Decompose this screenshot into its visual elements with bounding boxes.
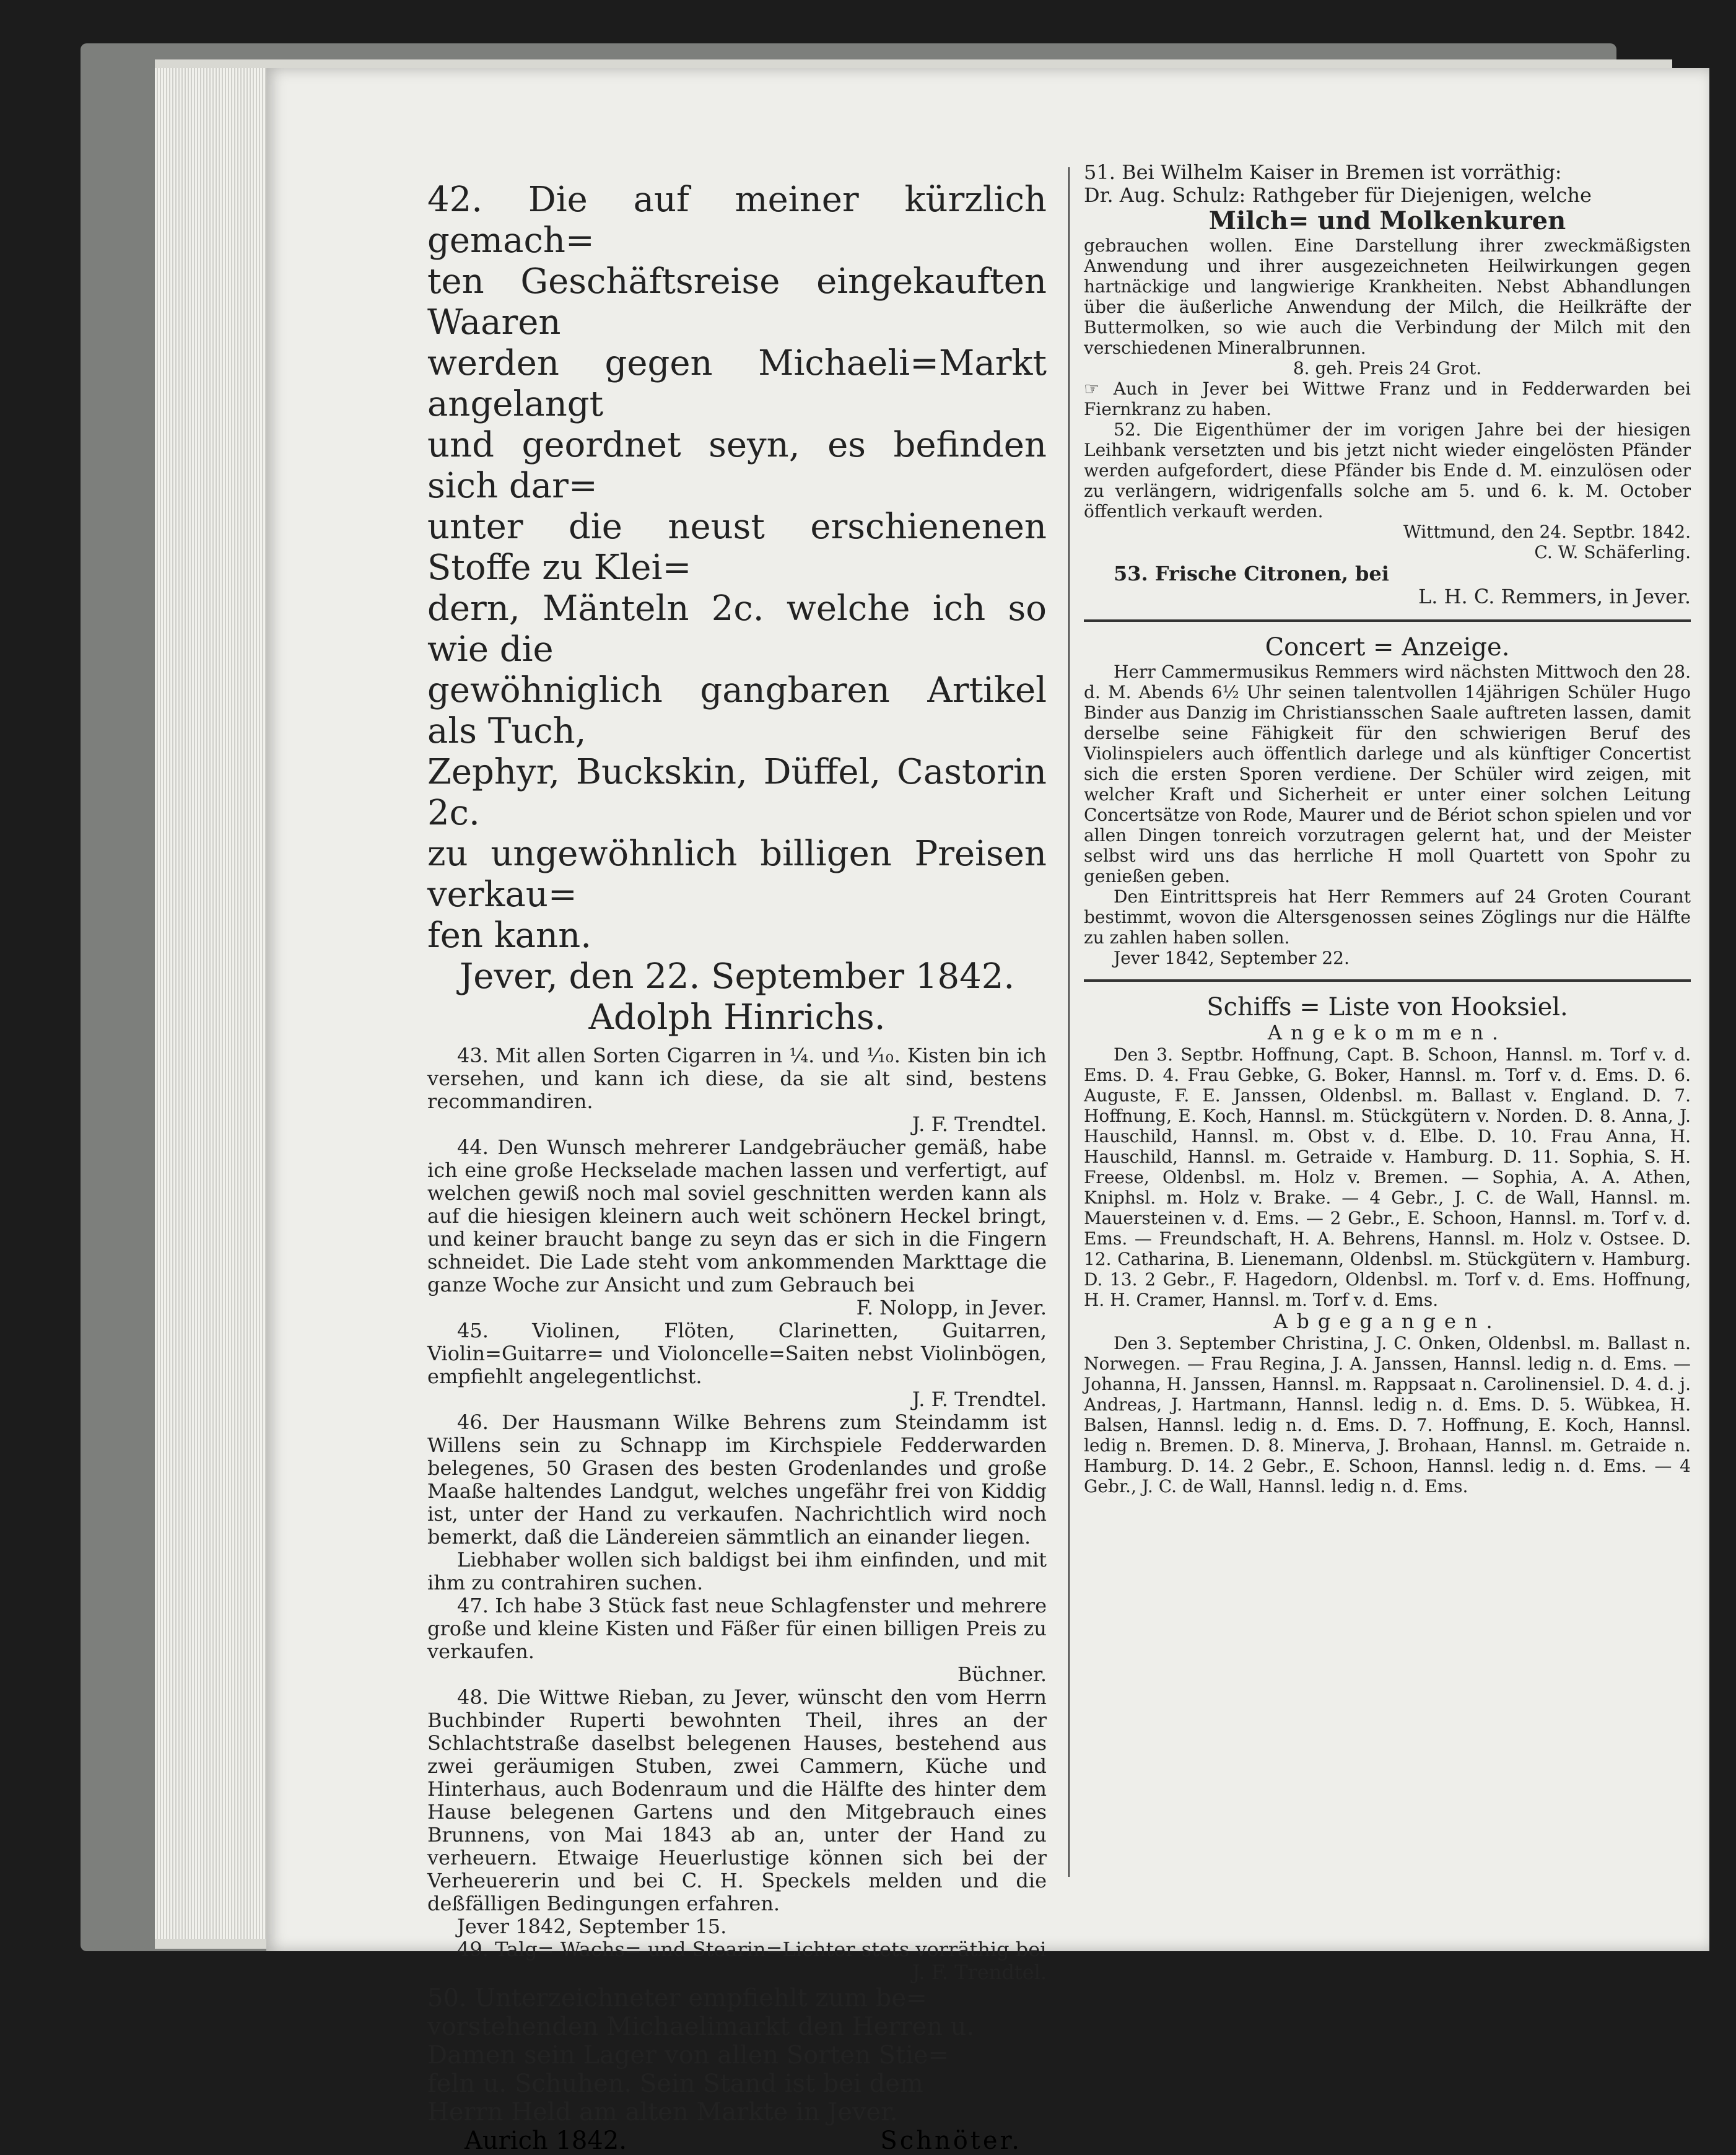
ad-46-note: Liebhaber wollen sich baldigst bei ihm einfinden, und mit ihm zu contrahiren suchen.	[427, 1548, 1047, 1594]
ad52-signature: C. W. Schäferling.	[1534, 542, 1691, 562]
ad50-line: Damen sein Lager von allen Sorten Stie=	[427, 2041, 949, 2070]
arrived-list: Den 3. Septbr. Hoffnung, Capt. B. Schoon, Hannsl. m. Torf v. d. Ems. D. 4. Frau Gebke, G. Boker, Hannsl. m. Torf v. d. Ems. D. 6. Auguste, F. E. Janssen, Oldenbsl. m. Ballast v. England. D. 7. Hoffnung, E. Koch, Hannsl. m. Stückgütern v. Norden. D. 8. Anna, J. Hauschild, Hannsl. m. Obst v. d. Elbe. D. 10. Frau Anna, H. Hauschild, Hannsl. m. Getraide v. Hamburg. D. 11. Sophia, S. H. Freese, Oldenbsl. m. Holz v. Bremen. — Sophia, A. A. Athen, Kniphsl. m. Holz v. Brake. — 4 Gebr., J. C. de Wall, Hannsl. m. Mauersteinen v. d. Ems. — 2 Gebr., E. Schoon, Hannsl. m. Torf v. d. Ems. — Freundschaft, H. A. Behrens, Hannsl. m. Holz v. Ostsee. D. 12. Catharina, B. Lienemann, Oldenbsl. m. Stückgütern v. Hamburg. D. 13. 2 Gebr., F. Hagedorn, Oldenbsl. m. Torf v. d. Ems. Hoffnung, H. H. Cramer, Hannsl. m. Torf v. d. Ems.	[1084, 1044, 1691, 1310]
right-column	[1084, 161, 1691, 1497]
ad42-line: gewöhniglich gangbaren Artikel als Tuch,	[427, 670, 1047, 751]
ad-46: 46. Der Hausmann Wilke Behrens zum Steindamm ist Willens sein zu Schnapp im Kirchspiele Fedderwarden belegenes, 50 Grasen des besten Grodenlandes und große Maaße haltendes Landgut, welches ungefähr frei von Kiddig ist, unter der Hand zu verkaufen. Nachrichtlich wird noch bemerkt, daß die Ländereien sämmtlich an einander liegen.	[427, 1410, 1047, 1549]
ad-44: 44. Den Wunsch mehrerer Landgebräucher gemäß, habe ich eine große Heckselade machen lassen und verfertigt, auf welchen gewiß noch mal soviel geschnitten werden kann als auf die hiesigen kleinern auch weit schönern Heckel bringt, und keiner braucht bange zu seyn das er sich in die Fingern schneidet. Die Lade steht vom ankommenden Markttage die ganze Woche zur Ansicht und zum Gebrauch bei	[427, 1135, 1047, 1296]
ad42-line: dern, Mänteln 2c. welche ich so wie die	[427, 588, 1047, 670]
ad43-signature: J. F. Trendtel.	[912, 1112, 1047, 1136]
ad-51-description: gebrauchen wollen. Eine Darstellung ihrer zweckmäßigsten Anwendung und ihrer ausgezeichneten Heilwirkungen gegen hartnäckige und langwierige Krankheiten. Nebst Abhandlungen über die äußerliche Anwendung der Milch, die Heilkräfte der Buttermolken, so wie auch die Verbindung der Milch mit den verschiedenen Mineralbrunnen.	[1084, 235, 1691, 358]
ad50-line: vorstehenden Michaelimarkt den Herren u.	[427, 2013, 975, 2041]
ad50-line: feln u. Schuhen. Sein Stand ist bei dem	[427, 2070, 923, 2098]
newspaper-page	[266, 68, 1709, 2155]
concert-date: Jever 1842, September 22.	[1114, 948, 1350, 968]
ad52-date: Wittmund, den 24. Septbr. 1842.	[1403, 522, 1691, 542]
ad42-line: fen kann.	[427, 916, 591, 956]
ad42-line: zu ungewöhnlich billigen Preisen verkau=	[427, 834, 1047, 915]
ad-52: 52. Die Eigenthümer der im vorigen Jahre bei der hiesigen Leihbank versetzten und bis jetzt nicht wieder eingelösten Pfänder werden aufgefordert, diese Pfänder bis Ende d. M. einzulösen oder zu verlängern, widrigenfalls solche am 5. und 6. k. M. October öffentlich verkauft werden.	[1084, 419, 1691, 522]
arrived-heading: Angekommen.	[1267, 1021, 1507, 1044]
left-column	[427, 180, 1047, 2155]
ad44-signature: F. Nolopp, in Jever.	[856, 1296, 1047, 1319]
column-divider	[1068, 167, 1070, 1877]
ad45-signature: J. F. Trendtel.	[912, 1388, 1047, 1411]
ad50-place-date: Aurich 1842.	[465, 2127, 627, 2155]
ad53-signature: L. H. C. Remmers, in Jever.	[1418, 585, 1691, 608]
ad-49: 49. Talg= Wachs= und Stearin=Lichter stets vorräthig bei	[457, 1938, 1047, 1961]
ad48-date: Jever 1842, September 15.	[457, 1915, 727, 1938]
ad42-line: unter die neust erschienenen Stoffe zu Klei=	[427, 507, 1047, 588]
departed-list: Den 3. September Christina, J. C. Onken, Oldenbsl. m. Ballast n. Norwegen. — Frau Regina, J. A. Janssen, Hannsl. ledig n. d. Ems. — Johanna, H. Janssen, Hannsl. m. Rappsaat n. Carolinensiel. D. 4. d. j. Andreas, J. Hartmann, Hannsl. ledig n. d. Ems. D. 5. Wübkea, H. Balsen, Hannsl. ledig n. d. Ems. D. 7. Hoffnung, E. Koch, Hannsl. ledig n. Bremen. D. 8. Minerva, J. Brohaan, Hannsl. m. Getraide n. Hamburg. D. 14. 2 Gebr., E. Schoon, Hannsl. ledig n. d. Ems. — 4 Gebr., J. C. de Wall, Hannsl. ledig n. d. Ems.	[1084, 1333, 1691, 1497]
section-rule	[1084, 979, 1691, 982]
concert-title: Concert = Anzeige.	[1265, 633, 1510, 662]
ad42-line: ten Geschäftsreise eingekauften Waaren	[427, 261, 1047, 343]
ad42-place-date: Jever, den 22. September 1842.	[459, 956, 1015, 997]
ad42-line: und geordnet seyn, es befinden sich dar=	[427, 425, 1047, 506]
ad50-line: 50. Unterzeichneter empfiehlt zum be=	[427, 1984, 927, 2013]
concert-text: Herr Cammermusikus Remmers wird nächsten Mittwoch den 28. d. M. Abends 6½ Uhr seinen talentvollen 14jährigen Schüler Hugo Binder aus Danzig im Christiansschen Saale auftreten lassen, damit derselbe seine Fähigkeit für den schwierigen Beruf des Violinspielers auch öffentlich darlege und als künftiger Concertist sich die ersten Sporen verdiene. Der Schüler wird zeigen, mit welcher Kraft und Sicherheit er unter einer solchen Leitung Concertsätze von Rode, Maurer und de Bériot schon spielen und vor allen Dingen tonreich vorzutragen gelernt hat, und der Meister selbst wird uns das herrliche H moll Quartett von Spohr zu genießen geben.	[1084, 662, 1691, 886]
ad-51-note: ☞ Auch in Jever bei Wittwe Franz und in Fedderwarden bei Fiernkranz zu haben.	[1084, 378, 1691, 419]
concert-text-price: Den Eintrittspreis hat Herr Remmers auf 24 Groten Courant bestimmt, wovon die Altersgenossen seines Zöglings nur die Hälfte zu zahlen haben sollen.	[1084, 886, 1691, 948]
ad42-signature: Adolph Hinrichs.	[588, 997, 886, 1038]
ad49-signature: J. F. Trendtel.	[912, 1960, 1047, 1984]
ad50-line: Herrn Held am alten Markte in Jever.	[427, 2098, 898, 2127]
ad-48: 48. Die Wittwe Rieban, zu Jever, wünscht den vom Herrn Buchbinder Ruperti bewohnten Theil, ihres an der Schlachtstraße daselbst belegenen Hauses, bestehend aus zwei geräumigen Stuben, zwei Cammern, Küche und Hinterhaus, auch Bodenraum und die Hälfte des hinter dem Hause belegenen Gartens und den Mitgebrauch eines Brunnens, von Mai 1843 ab an, unter der Hand zu verheuern. Etwaige Heuerlustige können sich bei der Verheuererin und bei C. H. Speckels melden und die deßfälligen Bedingungen erfahren.	[427, 1685, 1047, 1915]
ships-title: Schiffs = Liste von Hooksiel.	[1206, 993, 1568, 1021]
ad42-line: werden gegen Michaeli=Markt angelangt	[427, 343, 1047, 424]
ad-45: 45. Violinen, Flöten, Clarinetten, Guitarren, Violin=Guitarre= und Violoncelle=Saiten nebst Violinbögen, empfiehlt angelegentlichst.	[427, 1319, 1047, 1388]
ad-51-book-title: Milch= und Molkenkuren	[1208, 206, 1566, 235]
ad-50	[427, 1984, 1047, 2155]
page-stack-edges	[155, 68, 273, 1939]
ad-53: 53. Frische Citronen, bei	[1114, 562, 1389, 585]
departed-heading: Abgegangen.	[1273, 1309, 1501, 1333]
ad-51-intro: 51. Bei Wilhelm Kaiser in Bremen ist vorräthig:	[1084, 160, 1562, 184]
ad-47: 47. Ich habe 3 Stück fast neue Schlagfenster und mehrere große und kleine Kisten und Fäßer für einen billigen Preis zu verkaufen.	[427, 1594, 1047, 1663]
ad47-signature: Büchner.	[957, 1663, 1047, 1686]
ad-51-price: 8. geh. Preis 24 Grot.	[1293, 358, 1482, 378]
ad42-line: Zephyr, Buckskin, Düffel, Castorin 2c.	[427, 752, 1047, 833]
ad42-line: 42. Die auf meiner kürzlich gemach=	[427, 180, 1047, 261]
ad-43: 43. Mit allen Sorten Cigarren in ¼. und ⅒. Kisten bin ich versehen, und kann ich diese, da sie alt sind, bestens recommandiren.	[427, 1044, 1047, 1113]
ad-51-author: Dr. Aug. Schulz: Rathgeber für Diejenigen, welche	[1084, 183, 1592, 207]
ad-42	[427, 180, 1047, 1038]
section-rule	[1084, 619, 1691, 622]
ad50-signature: Schnöter.	[880, 2127, 1022, 2155]
